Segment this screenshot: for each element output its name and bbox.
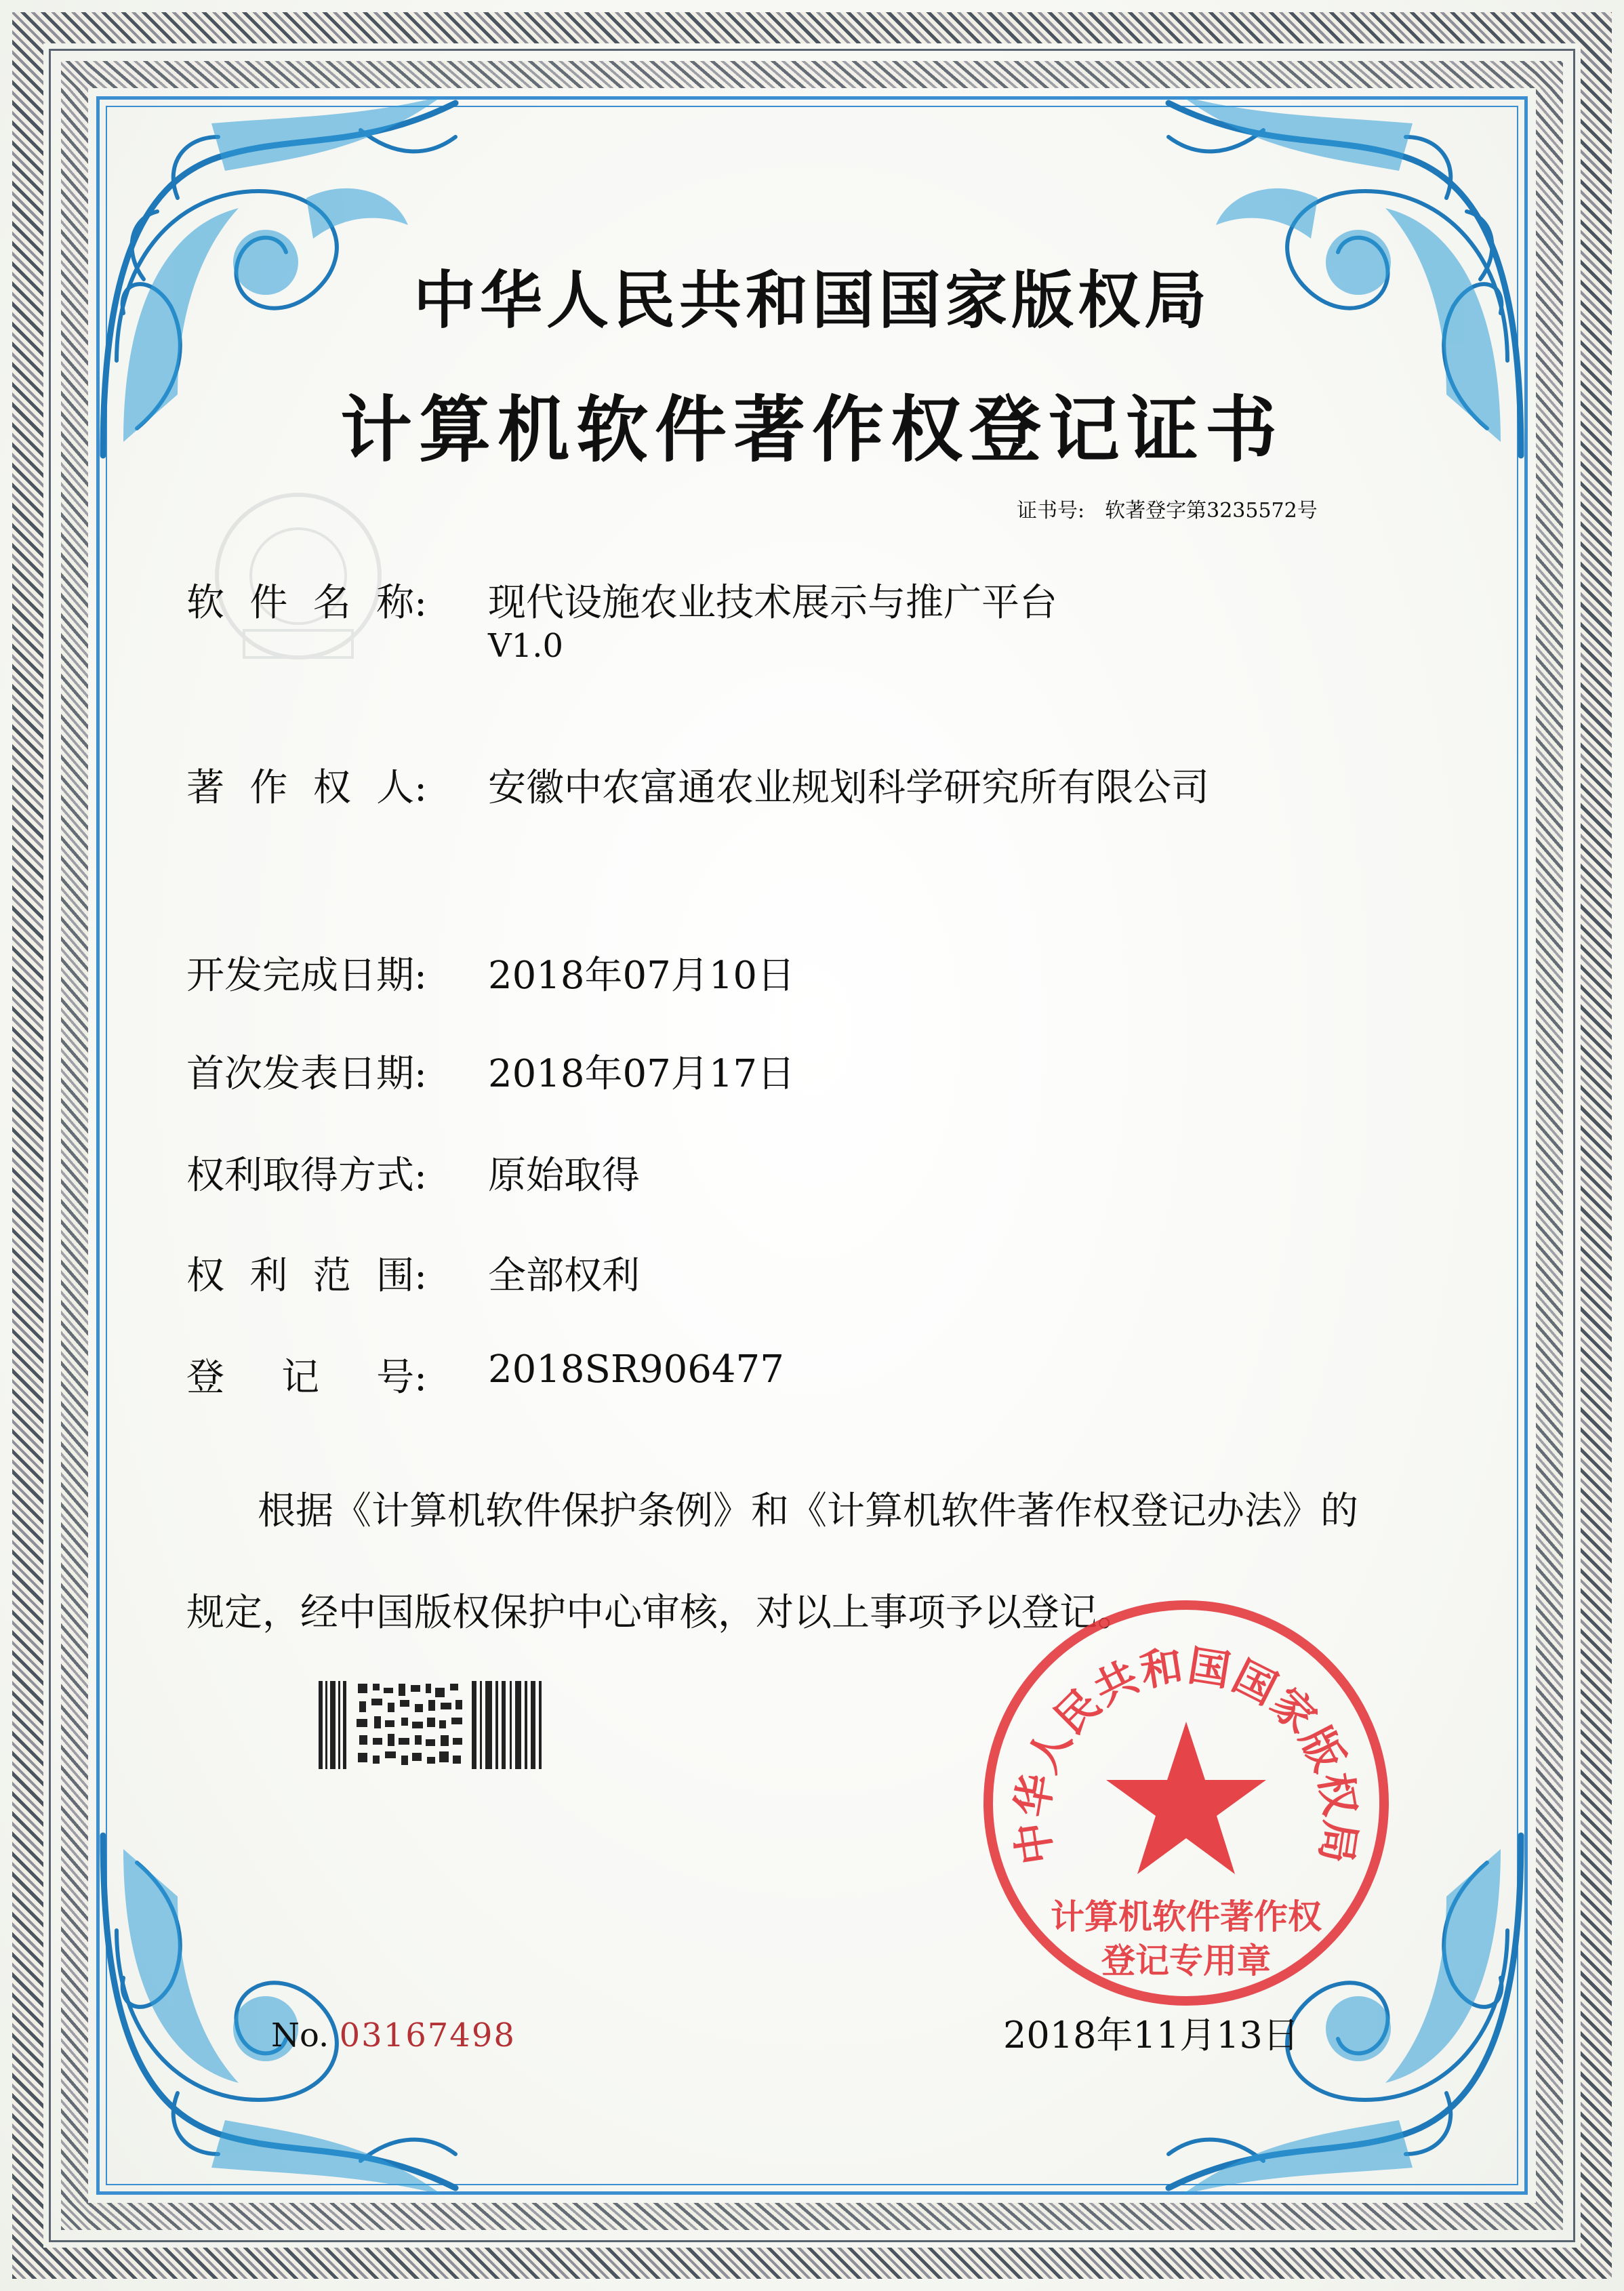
rights-scope-label: 权 利 范 围: [186, 1254, 427, 1298]
seal-ring-text: 中华人民共和国国家版权局 [1007, 1640, 1366, 1868]
registration-number-label: 登 记 号: [186, 1356, 427, 1400]
issue-date: 2018年11月13日 [1003, 2014, 1299, 2056]
registration-number-value: 2018SR906477 [488, 1347, 784, 1392]
software-name-value: 现代设施农业技术展示与推广平台 [488, 581, 1057, 625]
software-version-value: V1.0 [488, 627, 563, 665]
acquisition-method-label: 权利取得方式: [186, 1154, 427, 1198]
seal-line-2: 登记专用章 [1101, 1941, 1271, 1981]
acquisition-method-value: 原始取得 [488, 1154, 640, 1198]
certificate-number [1017, 493, 1338, 523]
certificate-title: 计算机软件著作权登记证书 [340, 388, 1284, 472]
certificate-number-value: 软著登字第3235572号 [1105, 499, 1318, 523]
publication-date-label: 首次发表日期: [186, 1052, 427, 1096]
issuer-title: 中华人民共和国国家版权局 [413, 264, 1211, 337]
star-icon [1106, 1722, 1266, 1874]
owner-label: 著 作 权 人: [186, 766, 427, 810]
corner-ornament-bottom-left [76, 1808, 483, 2215]
rights-scope-value: 全部权利 [488, 1254, 640, 1298]
owner-value: 安徽中农富通农业规划科学研究所有限公司 [488, 766, 1209, 810]
statement-line-1: 根据《计算机软件保护条例》和《计算机软件著作权登记办法》的 [258, 1489, 1358, 1533]
serial-number [271, 2016, 516, 2054]
publication-date-value: 2018年07月17日 [488, 1052, 796, 1096]
seal-line-1: 计算机软件著作权 [1051, 1897, 1322, 1937]
software-name-label: 软 件 名 称: [186, 581, 427, 625]
barcode-image [319, 1681, 542, 1769]
serial-number-value: 03167498 [339, 2016, 516, 2054]
statement-line-2: 规定，经中国版权保护中心审核，对以上事项予以登记。 [186, 1591, 1135, 1635]
serial-prefix: No. [271, 2016, 329, 2054]
completion-date-label: 开发完成日期: [186, 954, 427, 998]
official-seal [976, 1593, 1396, 2013]
completion-date-value: 2018年07月10日 [488, 954, 796, 998]
certificate-number-label: 证书号: [1017, 499, 1085, 523]
